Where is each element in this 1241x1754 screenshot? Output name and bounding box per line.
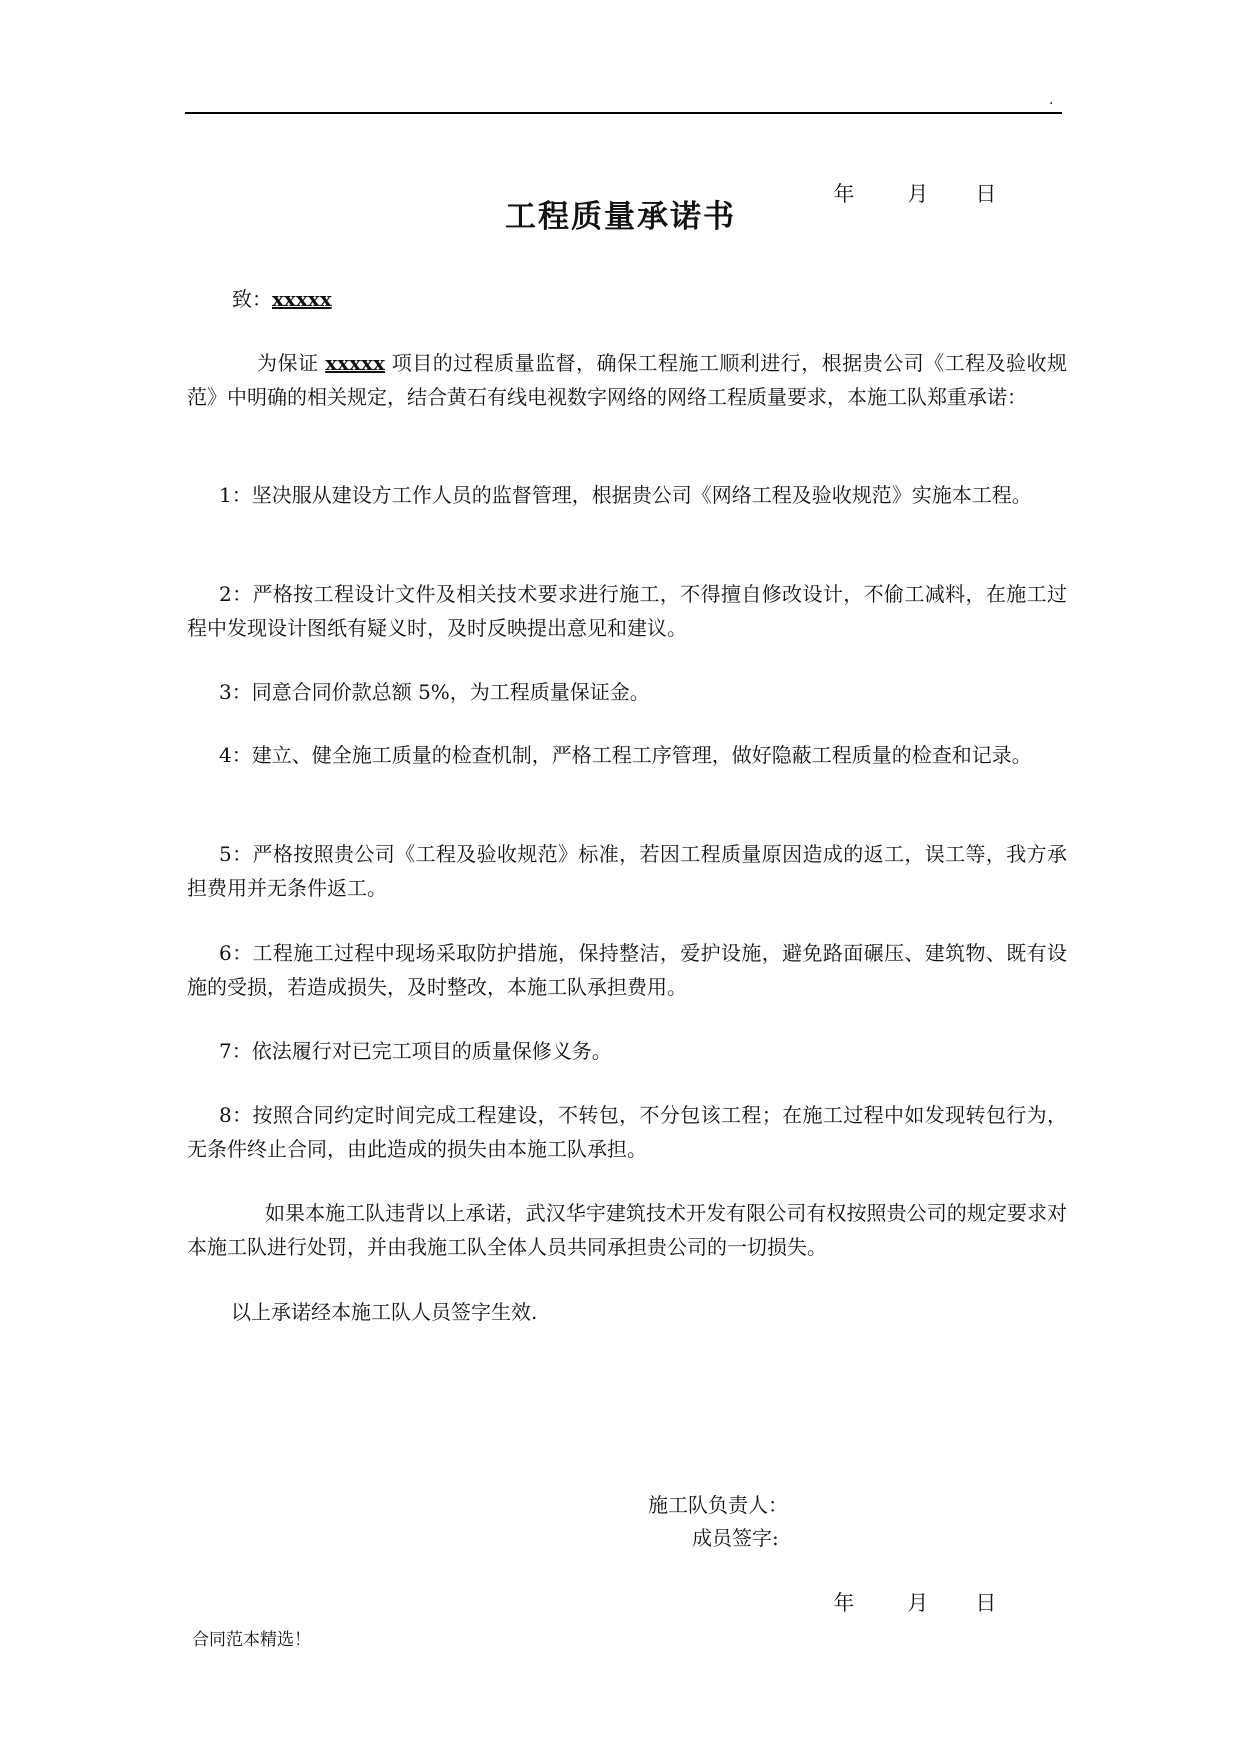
date-line-bottom bbox=[820, 1561, 1060, 1617]
date-day: 日 bbox=[975, 1591, 997, 1615]
addressee-name: xxxxx bbox=[272, 287, 332, 311]
commitment-item-4: 4：建立、健全施工质量的检查机制，严格工程工序管理，做好隐蔽工程质量的检查和记录。 bbox=[219, 743, 1032, 767]
commitment-item-2: 2：严格按工程设计文件及相关技术要求进行施工，不得擅自修改设计，不偷工减料，在施工过程中发现设计图纸有疑义时，及时反映提出意见和建议。 bbox=[187, 582, 1067, 640]
member-signature-label: 成员签字: bbox=[692, 1526, 779, 1550]
commitment-item-3: 3：同意合同价款总额 5%，为工程质量保证金。 bbox=[219, 680, 650, 704]
intro-before: 为保证 bbox=[257, 351, 326, 375]
document-title: 工程质量承诺书 bbox=[505, 199, 736, 235]
team-leader-label: 施工队负责人： bbox=[648, 1493, 788, 1517]
intro-project: xxxxx bbox=[325, 351, 385, 375]
addressee-prefix: 致： bbox=[232, 287, 272, 311]
effective-statement: 以上承诺经本施工队人员签字生效. bbox=[231, 1300, 538, 1324]
intro-after: 项目的过程质量监督，确保工程施工顺利进行，根据贵公司《工程及验收规范》中明确的相关规定，结合黄石有线电视数字网络的网络工程质量要求，本施工队郑重承诺： bbox=[187, 351, 1068, 409]
date-month: 月 bbox=[907, 182, 929, 206]
penalty-paragraph: 如果本施工队违背以上承诺，武汉华宇建筑技术开发有限公司有权按照贵公司的规定要求对本施工队进行处罚，并由我施工队全体人员共同承担贵公司的一切损失。 bbox=[187, 1201, 1067, 1259]
date-month: 月 bbox=[907, 1591, 929, 1615]
commitment-item-1: 1：坚决服从建设方工作人员的监督管理，根据贵公司《网络工程及验收规范》实施本工程。 bbox=[219, 483, 1032, 507]
header-marker: . bbox=[1049, 92, 1054, 108]
intro-paragraph bbox=[187, 346, 1067, 414]
commitment-item-5: 5：严格按照贵公司《工程及验收规范》标准，若因工程质量原因造成的返工，误工等，我方承担费用并无条件返工。 bbox=[187, 842, 1067, 900]
date-year: 年 bbox=[833, 182, 855, 206]
date-year: 年 bbox=[833, 1591, 855, 1615]
date-day: 日 bbox=[975, 182, 997, 206]
header-rule bbox=[185, 112, 1062, 114]
commitment-item-8: 8：按照合同约定时间完成工程建设，不转包，不分包该工程；在施工过程中如发现转包行为，无条件终止合同，由此造成的损失由本施工队承担。 bbox=[187, 1103, 1067, 1161]
addressee-line bbox=[232, 285, 332, 313]
footer-note: 合同范本精选！ bbox=[192, 1630, 311, 1650]
commitment-item-6: 6：工程施工过程中现场采取防护措施，保持整洁，爱护设施，避免路面碾压、建筑物、既有设施的受损，若造成损失，及时整改，本施工队承担费用。 bbox=[187, 941, 1067, 999]
commitment-item-7: 7：依法履行对已完工项目的质量保修义务。 bbox=[219, 1039, 612, 1063]
